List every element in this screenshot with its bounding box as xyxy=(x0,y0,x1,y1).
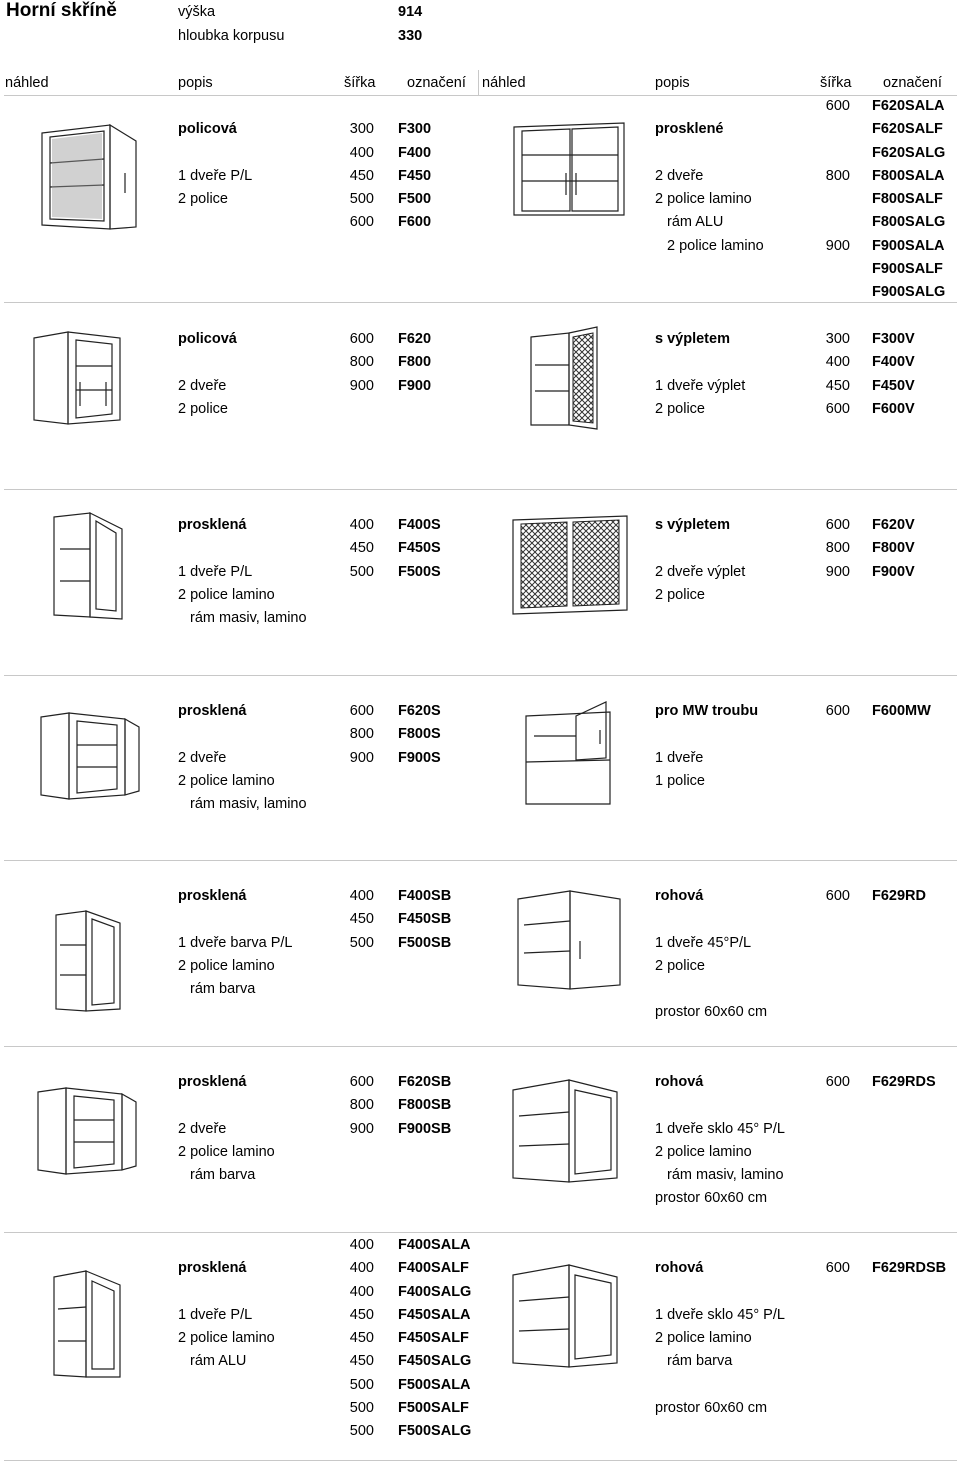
width-value: 600 xyxy=(825,98,850,114)
product-code: F400SALF xyxy=(398,1260,469,1276)
product-type-label: policová xyxy=(178,121,237,137)
product-code: F900V xyxy=(872,564,915,580)
width-value: 900 xyxy=(825,564,850,580)
header-nahled-left: náhled xyxy=(5,75,49,91)
width-value: 900 xyxy=(349,378,374,394)
width-value: 800 xyxy=(349,1097,374,1113)
product-code: F620 xyxy=(398,331,432,347)
width-value: 400 xyxy=(349,1237,374,1253)
product-code: F900SALG xyxy=(872,284,946,300)
product-code: F450SB xyxy=(398,911,452,927)
product-code: F450S xyxy=(398,540,441,556)
block-separator xyxy=(4,860,957,861)
product-description: 1 dveře sklo 45° P/L xyxy=(655,1307,785,1323)
width-value: 600 xyxy=(825,517,850,533)
product-code: F620V xyxy=(872,517,915,533)
product-description: 1 police xyxy=(655,773,705,789)
product-code: F400SALG xyxy=(398,1284,472,1300)
width-value: 300 xyxy=(349,121,374,137)
dim-label-hloubka: hloubka korpusu xyxy=(178,28,285,44)
product-code: F600 xyxy=(398,214,432,230)
cabinet-1door-glass-alu-image xyxy=(50,1265,130,1385)
product-type-label: prosklená xyxy=(178,888,247,904)
product-code: F800S xyxy=(398,726,441,742)
product-code: F300 xyxy=(398,121,432,137)
product-description: 1 dveře P/L xyxy=(178,168,253,184)
product-description: 1 dveře výplet xyxy=(655,378,746,394)
product-description: 2 police xyxy=(178,191,228,207)
cabinet-1door-lattice-image xyxy=(525,325,615,430)
product-description: 2 dveře xyxy=(178,378,227,394)
product-description: 1 dveře P/L xyxy=(178,564,253,580)
product-code: F500 xyxy=(398,191,432,207)
product-code: F800SALG xyxy=(872,214,946,230)
width-value: 400 xyxy=(349,1260,374,1276)
block-separator xyxy=(4,1046,957,1047)
product-code: F600V xyxy=(872,401,915,417)
width-value: 450 xyxy=(349,1330,374,1346)
page-title: Horní skříně xyxy=(6,0,117,21)
product-code: F450SALG xyxy=(398,1353,472,1369)
width-value: 450 xyxy=(349,911,374,927)
product-description: rám ALU xyxy=(190,1353,247,1369)
product-description: prostor 60x60 cm xyxy=(655,1190,768,1206)
cabinet-microwave-image xyxy=(520,700,620,810)
product-type-label: policová xyxy=(178,331,237,347)
width-value: 300 xyxy=(825,331,850,347)
width-value: 600 xyxy=(349,214,374,230)
width-value: 600 xyxy=(825,1074,850,1090)
cabinet-1door-glass-image xyxy=(50,505,130,625)
product-description: prostor 60x60 cm xyxy=(655,1004,768,1020)
width-value: 900 xyxy=(825,238,850,254)
product-description: 2 dveře xyxy=(178,750,227,766)
product-type-label: s výpletem xyxy=(655,331,730,347)
product-description: 2 police lamino xyxy=(178,587,275,603)
header-oznaceni-left: označení xyxy=(407,75,466,91)
width-value: 450 xyxy=(825,378,850,394)
header-divider xyxy=(478,70,479,96)
width-value: 800 xyxy=(825,540,850,556)
product-description: rám ALU xyxy=(667,214,724,230)
product-description: 2 police xyxy=(178,401,228,417)
product-description: 2 dveře xyxy=(178,1121,227,1137)
width-value: 600 xyxy=(825,703,850,719)
product-type-label: prosklené xyxy=(655,121,724,137)
width-value: 500 xyxy=(349,935,374,951)
product-description: 2 police lamino xyxy=(178,958,275,974)
product-description: 2 dveře výplet xyxy=(655,564,746,580)
product-type-label: rohová xyxy=(655,888,704,904)
product-description: 2 police lamino xyxy=(655,191,752,207)
product-code: F600MW xyxy=(872,703,931,719)
cabinet-2door-glass-image xyxy=(35,705,145,805)
product-code: F500SB xyxy=(398,935,452,951)
product-code: F400 xyxy=(398,145,432,161)
product-code: F800SB xyxy=(398,1097,452,1113)
product-type-label: prosklená xyxy=(178,1260,247,1276)
product-type-label: rohová xyxy=(655,1260,704,1276)
width-value: 400 xyxy=(825,354,850,370)
dim-value-vyska: 914 xyxy=(398,4,423,20)
width-value: 500 xyxy=(349,1400,374,1416)
product-description: prostor 60x60 cm xyxy=(655,1400,768,1416)
width-value: 900 xyxy=(349,1121,374,1137)
product-description: 2 dveře xyxy=(655,168,704,184)
header-popis-left: popis xyxy=(178,75,213,91)
width-value: 500 xyxy=(349,564,374,580)
cabinet-2door-glass-alu-image xyxy=(500,115,640,225)
product-code: F629RDSB xyxy=(872,1260,947,1276)
width-value: 600 xyxy=(825,1260,850,1276)
block-separator xyxy=(4,302,957,303)
cabinet-2door-lattice-image xyxy=(505,510,635,620)
product-type-label: prosklená xyxy=(178,703,247,719)
product-code: F500SALF xyxy=(398,1400,469,1416)
dim-label-vyska: výška xyxy=(178,4,216,20)
product-description: rám barva xyxy=(667,1353,733,1369)
product-code: F500SALG xyxy=(398,1423,472,1439)
product-code: F500SALA xyxy=(398,1377,471,1393)
product-description: 2 police lamino xyxy=(178,1144,275,1160)
product-description: rám barva xyxy=(190,1167,256,1183)
product-code: F900SALF xyxy=(872,261,943,277)
product-description: 2 police lamino xyxy=(178,1330,275,1346)
product-code: F620SALG xyxy=(872,145,946,161)
cabinet-corner-image xyxy=(510,885,630,995)
header-popis-right: popis xyxy=(655,75,690,91)
cabinet-1door-shelves-image xyxy=(30,115,150,235)
product-description: 1 dveře xyxy=(655,750,704,766)
product-code: F450 xyxy=(398,168,432,184)
product-code: F400SALA xyxy=(398,1237,471,1253)
cabinet-corner-glass-image xyxy=(505,1070,625,1190)
product-code: F900SALA xyxy=(872,238,945,254)
width-value: 450 xyxy=(349,1307,374,1323)
width-value: 600 xyxy=(349,703,374,719)
width-value: 500 xyxy=(349,191,374,207)
product-description: 2 police xyxy=(655,401,705,417)
width-value: 600 xyxy=(825,401,850,417)
product-type-label: s výpletem xyxy=(655,517,730,533)
block-separator xyxy=(4,1232,957,1233)
product-code: F800SALF xyxy=(872,191,943,207)
product-code: F620SB xyxy=(398,1074,452,1090)
product-code: F620SALA xyxy=(872,98,945,114)
product-code: F450SALA xyxy=(398,1307,471,1323)
block-separator xyxy=(4,1460,957,1461)
width-value: 800 xyxy=(349,354,374,370)
width-value: 450 xyxy=(349,168,374,184)
product-code: F400S xyxy=(398,517,441,533)
product-code: F400V xyxy=(872,354,915,370)
product-description: rám barva xyxy=(190,981,256,997)
product-code: F500S xyxy=(398,564,441,580)
width-value: 500 xyxy=(349,1423,374,1439)
cabinet-1door-color-glass-image xyxy=(52,905,132,1015)
product-description: rám masiv, lamino xyxy=(190,796,307,812)
product-code: F900 xyxy=(398,378,432,394)
width-value: 800 xyxy=(825,168,850,184)
dim-value-hloubka: 330 xyxy=(398,28,423,44)
product-description: rám masiv, lamino xyxy=(190,610,307,626)
product-description: 2 police lamino xyxy=(655,1330,752,1346)
product-description: rám masiv, lamino xyxy=(667,1167,784,1183)
width-value: 900 xyxy=(349,750,374,766)
product-code: F450SALF xyxy=(398,1330,469,1346)
header-sirka-right: šířka xyxy=(820,75,852,91)
product-description: 2 police xyxy=(655,587,705,603)
width-value: 450 xyxy=(349,1353,374,1369)
product-type-label: prosklená xyxy=(178,1074,247,1090)
product-type-label: pro MW troubu xyxy=(655,703,759,719)
product-description: 1 dveře barva P/L xyxy=(178,935,293,951)
block-separator xyxy=(4,489,957,490)
width-value: 800 xyxy=(349,726,374,742)
product-type-label: rohová xyxy=(655,1074,704,1090)
product-code: F620SALF xyxy=(872,121,943,137)
block-separator xyxy=(4,675,957,676)
product-description: 2 police lamino xyxy=(667,238,764,254)
product-code: F300V xyxy=(872,331,915,347)
width-value: 500 xyxy=(349,1377,374,1393)
width-value: 400 xyxy=(349,1284,374,1300)
cabinet-2door-shelves-image xyxy=(28,328,128,428)
product-code: F800 xyxy=(398,354,432,370)
width-value: 400 xyxy=(349,145,374,161)
product-code: F629RD xyxy=(872,888,926,904)
width-value: 450 xyxy=(349,540,374,556)
product-description: 2 police xyxy=(655,958,705,974)
product-code: F900SB xyxy=(398,1121,452,1137)
product-type-label: prosklená xyxy=(178,517,247,533)
product-code: F450V xyxy=(872,378,915,394)
product-code: F629RDS xyxy=(872,1074,936,1090)
width-value: 400 xyxy=(349,517,374,533)
cabinet-corner-color-glass-image xyxy=(505,1255,625,1375)
header-separator xyxy=(4,95,957,96)
product-description: 1 dveře 45°P/L xyxy=(655,935,752,951)
product-description: 2 police lamino xyxy=(178,773,275,789)
width-value: 600 xyxy=(349,331,374,347)
product-description: 2 police lamino xyxy=(655,1144,752,1160)
product-description: 1 dveře sklo 45° P/L xyxy=(655,1121,785,1137)
product-code: F800SALA xyxy=(872,168,945,184)
width-value: 400 xyxy=(349,888,374,904)
header-nahled-right: náhled xyxy=(482,75,526,91)
header-oznaceni-right: označení xyxy=(883,75,942,91)
header-sirka-left: šířka xyxy=(344,75,376,91)
product-code: F620S xyxy=(398,703,441,719)
product-code: F400SB xyxy=(398,888,452,904)
width-value: 600 xyxy=(349,1074,374,1090)
product-code: F900S xyxy=(398,750,441,766)
width-value: 600 xyxy=(825,888,850,904)
product-description: 1 dveře P/L xyxy=(178,1307,253,1323)
cabinet-2door-color-glass-image xyxy=(32,1080,142,1180)
product-code: F800V xyxy=(872,540,915,556)
